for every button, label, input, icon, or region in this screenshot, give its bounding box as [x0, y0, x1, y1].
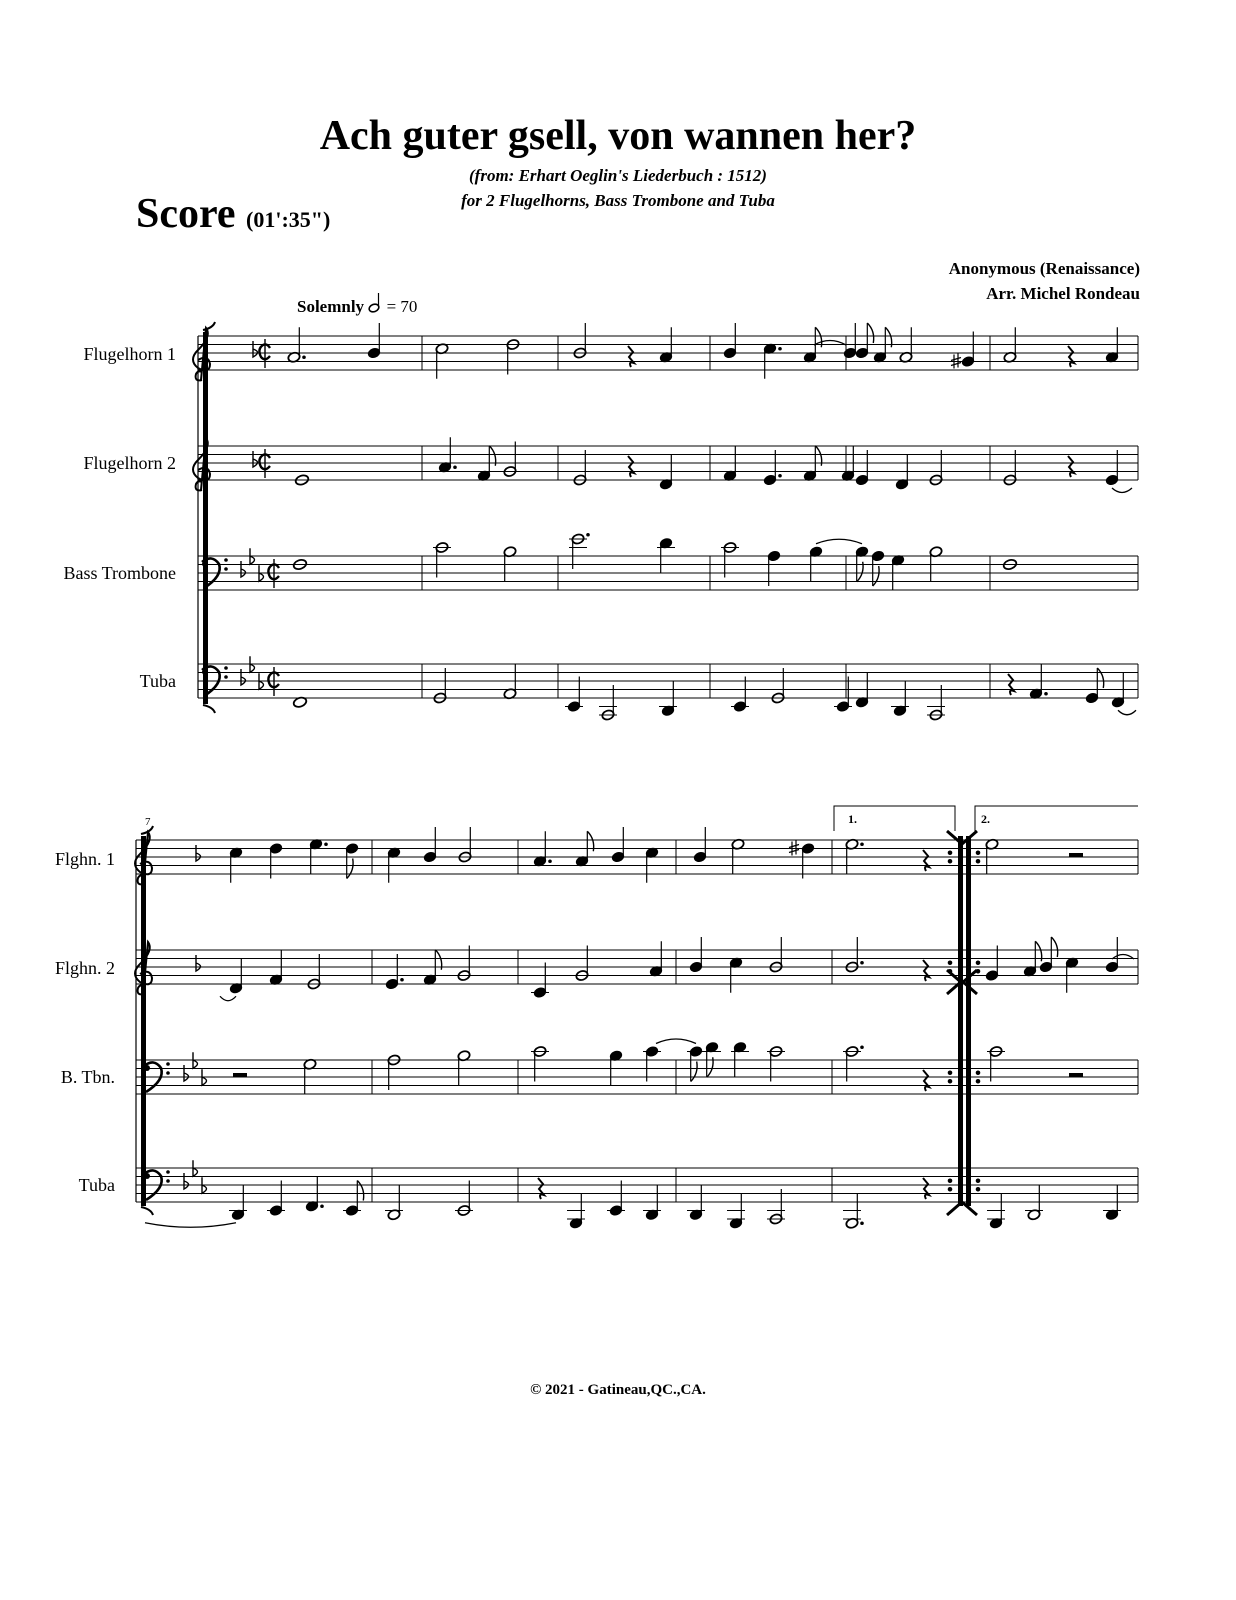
note-flag: [691, 1062, 697, 1082]
augmentation-dot: [548, 859, 552, 863]
quarter-rest: [923, 960, 929, 981]
instrument-label-b-tbn: B. Tbn.: [60, 1067, 115, 1087]
repeat-wing: [947, 1202, 977, 1215]
instrument-label-tuba: Tuba: [139, 671, 176, 691]
flat-sign-icon: [196, 955, 201, 971]
system-bracket: [141, 836, 146, 1206]
augmentation-dot: [400, 978, 404, 982]
bracket-hook: [203, 322, 215, 330]
quarter-rest: [923, 850, 929, 871]
copyright-footer: © 2021 - Gatineau,QC.,CA.: [530, 1382, 706, 1398]
half-rest: [1069, 1073, 1083, 1077]
note-flag: [867, 323, 873, 343]
flat-sign-icon: [241, 561, 246, 577]
augmentation-dot: [860, 961, 864, 965]
augmentation-dot: [860, 1045, 864, 1049]
repeat-dot: [948, 850, 953, 855]
repeat-dot: [948, 859, 953, 864]
augmentation-dot: [324, 842, 328, 846]
quarter-rest: [1068, 346, 1074, 367]
tie: [656, 1039, 696, 1044]
tie: [1118, 710, 1136, 715]
augmentation-dot: [302, 355, 306, 359]
note-flag: [357, 1181, 363, 1201]
thick-double-bar: [958, 836, 963, 1206]
flat-sign-icon: [241, 669, 246, 685]
tie: [145, 1223, 236, 1228]
quarter-rest: [628, 346, 634, 367]
note-flag: [347, 859, 353, 879]
score-duration: (01':35"): [246, 207, 331, 232]
repeat-dot: [976, 850, 981, 855]
augmentation-dot: [778, 474, 782, 478]
instrument-label-flugelhorn-1: Flugelhorn 1: [83, 344, 176, 364]
thick-double-bar: [966, 836, 971, 1206]
quarter-rest: [628, 456, 634, 477]
repeat-dot: [976, 1187, 981, 1192]
score-title: Ach guter gsell, von wannen her?: [319, 113, 917, 159]
subtitle-source: (from: Erhart Oeglin's Liederbuch : 1512): [469, 166, 767, 185]
instrument-label-flghn-1: Flghn. 1: [54, 849, 115, 869]
augmentation-dot: [860, 1221, 864, 1225]
bass-clef-dot: [166, 1071, 170, 1075]
flat-sign-icon: [184, 1173, 189, 1189]
tie: [816, 539, 862, 544]
repeat-dot: [948, 1187, 953, 1192]
augmentation-dot: [778, 347, 782, 351]
repeat-dot: [976, 960, 981, 965]
composer: Anonymous (Renaissance): [948, 259, 1140, 278]
half-rest: [233, 1073, 247, 1077]
quarter-rest: [538, 1178, 544, 1199]
arranger: Arr. Michel Rondeau: [986, 284, 1140, 303]
quarter-rest: [923, 1070, 929, 1091]
quarter-rest: [1008, 674, 1014, 695]
bass-clef-dot: [166, 1170, 170, 1174]
second-ending-bracket: [975, 806, 1138, 831]
bass-clef-dot: [166, 1179, 170, 1183]
bass-clef-dot: [224, 567, 228, 571]
flat-sign-icon: [184, 1065, 189, 1081]
repeat-dot: [976, 859, 981, 864]
first-ending-label: 1.: [848, 812, 857, 826]
bracket-hook: [141, 1207, 153, 1215]
flat-sign-icon: [253, 451, 258, 467]
subtitle-instrumentation: for 2 Flugelhorns, Bass Trombone and Tuba: [461, 191, 775, 210]
instrument-label-flghn-2: Flghn. 2: [54, 958, 115, 978]
measure-number: 7: [145, 816, 151, 828]
repeat-dot: [976, 1079, 981, 1084]
augmentation-dot: [1044, 692, 1048, 696]
tempo-value: = 70: [386, 297, 418, 316]
repeat-dot: [976, 1070, 981, 1075]
score-label-text: Score: [136, 191, 236, 237]
repeat-dot: [976, 1178, 981, 1183]
note-flag: [873, 566, 879, 586]
second-ending-label: 2.: [981, 812, 990, 826]
tie: [1112, 488, 1132, 493]
augmentation-dot: [320, 1204, 324, 1208]
repeat-dot: [948, 1178, 953, 1183]
tempo-text: Solemnly: [297, 297, 365, 316]
instrument-label-tuba-2: Tuba: [78, 1175, 115, 1195]
repeat-dot: [948, 1070, 953, 1075]
augmentation-dot: [453, 465, 457, 469]
note-flag: [1051, 937, 1057, 957]
half-rest: [1069, 853, 1083, 857]
bass-clef-dot: [224, 558, 228, 562]
bracket-hook: [203, 705, 215, 713]
instrument-label-bass-trombone: Bass Trombone: [63, 563, 176, 583]
bass-clef-dot: [224, 675, 228, 679]
instrument-label-flugelhorn-2: Flugelhorn 2: [83, 453, 176, 473]
flat-sign-icon: [253, 341, 258, 357]
bass-clef-dot: [224, 666, 228, 670]
system-bracket: [203, 332, 208, 704]
repeat-dot: [948, 960, 953, 965]
bass-clef-dot: [166, 1062, 170, 1066]
flat-sign-icon: [196, 845, 201, 861]
repeat-dot: [948, 1079, 953, 1084]
quarter-rest: [923, 1178, 929, 1199]
quarter-rest: [1068, 456, 1074, 477]
note-flag: [1097, 668, 1103, 688]
augmentation-dot: [586, 533, 590, 537]
tie: [220, 996, 236, 1001]
augmentation-dot: [860, 842, 864, 846]
